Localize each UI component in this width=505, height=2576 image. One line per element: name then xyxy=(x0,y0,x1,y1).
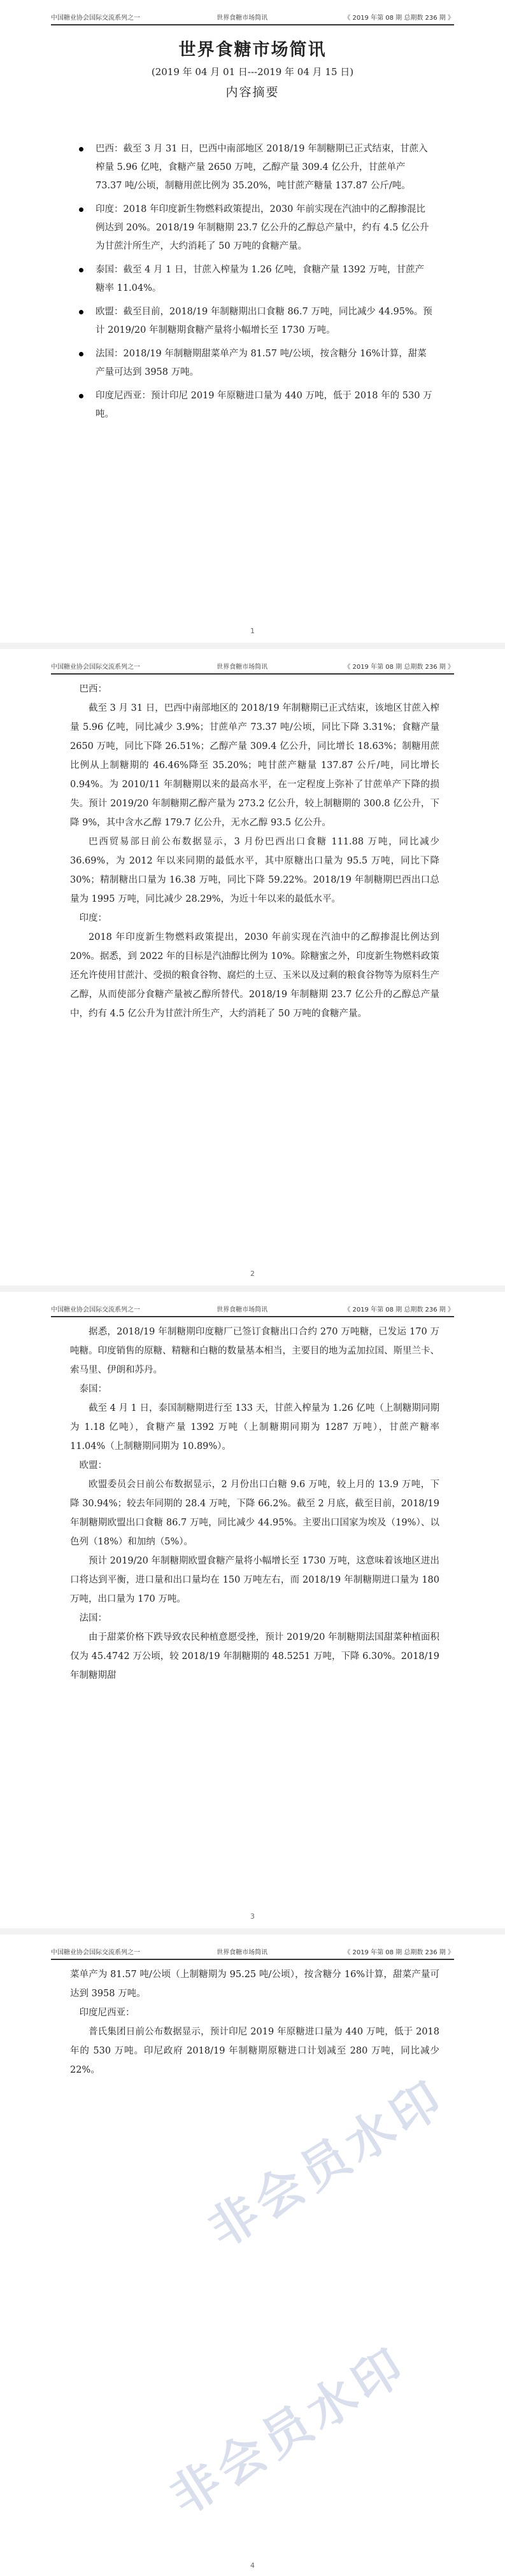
paragraph: 2018 年印度新生物燃料政策提出，2030 年前实现在汽油中的乙醇掺混比例达到 20%。据悉，到 2022 年的目标是汽油醇比例为 10%。除糖蜜之外，印度新生物燃料政策还允许使用甘蔗汁、受损的粮食谷物、腐烂的土豆、玉米以及过剩的粮食谷物等为原料生产乙醇，从而使部分食糖产量被乙醇所替代。2018/19 年制糖期 23.7 亿公升的乙醇总产量中，约有 4.5 亿公升为甘蔗汁所生产，大约消耗了 50 万吨的食糖产量。 xyxy=(70,932,439,1019)
paragraph: 巴西贸易部日前公布数据显示，3 月份巴西出口食糖 111.88 万吨，同比减少 36.69%，为 2012 年以来同期的最低水平，其中原糖出口量为 95.5 万吨，同比下降 30%；精制糖出口量为 16.38 万吨，同比下降 59.22%。2018/19 年制糖期巴西出口总量为 1995 万吨，同比减少 28.29%，为近十年以来的最低水平。 xyxy=(70,837,439,904)
section-heading: 印度尼西亚： xyxy=(79,2008,135,2018)
watermark: 非会员水印 xyxy=(198,2068,455,2258)
paragraph: 欧盟委员会日前公布数据显示，2 月份出口白糖 9.6 万吨，较上月的 13.9 万吨，下降 30.94%；较去年同期的 28.4 万吨，下降 66.2%。截至 2 月底，截至目前，2018/19 年制糖期欧盟出口食糖 86.7 万吨，同比减少 44.95%。主要出口国家为埃及（19%）、以色列（18%）和加纳（5%）。 xyxy=(70,1480,439,1547)
body-text xyxy=(70,680,439,1023)
section-heading: 泰国： xyxy=(79,1384,107,1394)
page-number: 1 xyxy=(250,627,255,635)
page-number: 2 xyxy=(250,1270,255,1278)
page-header: 中国糖业协会国际交流系列之一 世界食糖市场简讯 《 2019 年第 08 期 总期数 236 期 》 xyxy=(51,658,454,675)
body-text xyxy=(70,1322,439,1685)
section-heading: 法国： xyxy=(79,1613,107,1623)
paragraph: 普氏集团日前公布数据显示，预计印尼 2019 年原糖进口量为 440 万吨，低于 2018 年的 530 万吨。印尼政府 2018/19 年制糖期原糖进口计划减至 280 万吨，同比减少 22%。 xyxy=(70,2027,439,2075)
page-number: 4 xyxy=(250,2561,255,2570)
section-heading: 欧盟： xyxy=(79,1460,107,1471)
page-header xyxy=(51,9,454,25)
page-header: 中国糖业协会国际交流系列之一 世界食糖市场简讯 《 2019 年第 08 期 总期数 236 期 》 xyxy=(51,1943,454,1960)
page-divider xyxy=(0,1928,505,1935)
bullet-icon xyxy=(79,394,83,398)
summary-heading: 内容摘要 xyxy=(225,85,280,99)
section-heading: 印度： xyxy=(79,913,107,923)
summary-list xyxy=(76,140,433,429)
watermark: 非会员水印 xyxy=(160,2335,417,2526)
page-title: 世界食糖市场简讯 xyxy=(178,40,327,60)
bullet-icon xyxy=(79,310,83,314)
summary-item: 巴西：截至 3 月 31 日，巴西中南部地区 2018/19 年制糖期已正式结束，甘蔗入榨量 5.96 亿吨，食糖产量 2650 万吨，乙醇产量 309.4 亿公升，甘蔗单产 73.37 吨/公顷，制糖用蔗比例为 35.20%，吨甘蔗产糖量 137.87 公斤/吨。 xyxy=(76,140,433,195)
paragraph: 由于甜菜价格下跌导致农民种植意愿受挫，预计 2019/20 年制糖期法国甜菜种植面积仅为 45.4742 万公顷，较 2018/19 年制糖期的 48.5251 万吨，下降 6.30%。2018/19 年制糖期甜 xyxy=(70,1632,439,1681)
paragraph: 截至 3 月 31 日，巴西中南部地区的 2018/19 年制糖期已正式结束，该地区甘蔗入榨量 5.96 亿吨，同比减少 3.9%；甘蔗单产 73.37 吨/公顷，同比下降 3.31%；食糖产量 2650 万吨，同比下降 26.51%；乙醇产量 309.4 亿公升，同比增长 18.63%；制糖用蔗比例从上制糖期的 46.46%降至 35.20%；吨甘蔗产糖量 137.87 公斤/吨，同比增长 0.94%。为 2010/11 年制糖期以来的最高水平，在一定程度上弥补了甘蔗单产下降的损失。预计 2019/20 年制糖期乙醇产量为 273.2 亿公升，较上制糖期的 300.8 亿公升，下降 9%，其中含水乙醇 179.7 亿公升，无水乙醇 93.5 亿公升。 xyxy=(70,703,439,828)
page-1 xyxy=(0,0,505,643)
page-divider xyxy=(0,1285,505,1292)
paragraph: 据悉，2018/19 年制糖期印度糖厂已签订食糖出口合约 270 万吨糖，已发运 170 万吨糖。印度销售的原糖、精糖和白糖的数量基本相当，主要目的地为孟加拉国、斯里兰卡、索马里、伊朗和苏丹。 xyxy=(70,1327,439,1375)
page-header: 中国糖业协会国际交流系列之一 世界食糖市场简讯 《 2019 年第 08 期 总期数 236 期 》 xyxy=(51,1301,454,1317)
summary-item: 欧盟：截至目前，2018/19 年制糖期出口食糖 86.7 万吨，同比减少 44.95%。预计 2019/20 年制糖期食糖产量将小幅增长至 1730 万吨。 xyxy=(76,303,433,340)
page-4 xyxy=(0,1935,505,2576)
header-center: 世界食糖市场简讯 xyxy=(217,15,268,22)
bullet-icon xyxy=(79,352,83,356)
paragraph: 截至 4 月 1 日，泰国制糖期进行至 133 天，甘蔗入榨量为 1.26 亿吨（上制糖期同期为 1.18 亿吨），食糖产量 1392 万吨（上制糖期同期为 1287 万吨），甘蔗产糖率 11.04%（上制糖期同期为 10.89%）。 xyxy=(70,1403,439,1452)
page-3 xyxy=(0,1292,505,1928)
page-2 xyxy=(0,649,505,1285)
summary-item: 印度尼西亚：预计印尼 2019 年原糖进口量为 440 万吨，低于 2018 年的 530 万吨。 xyxy=(76,387,433,424)
paragraph: 预计 2019/20 年制糖期欧盟食糖产量将小幅增长至 1730 万吨，这意味着该地区进出口将达到平衡，进口量和出口量均在 150 万吨左右，而 2018/19 年制糖期进口量为 180 万吨，出口量为 170 万吨。 xyxy=(70,1556,439,1604)
bullet-icon xyxy=(79,268,83,272)
summary-item: 印度：2018 年印度新生物燃料政策提出，2030 年前实现在汽油中的乙醇掺混比例达到 20%。2018/19 年制糖期 23.7 亿公升的乙醇总产量中，约有 4.5 亿公升为甘蔗汁所生产，大约消耗了 50 万吨的食糖产量。 xyxy=(76,200,433,256)
body-text xyxy=(70,1965,439,2080)
date-range: (2019 年 04 月 01 日---2019 年 04 月 15 日) xyxy=(151,66,354,78)
summary-item: 法国：2018/19 年制糖期甜菜单产为 81.57 吨/公顷，按含糖分 16%计算，甜菜产量可达到 3958 万吨。 xyxy=(76,345,433,382)
bullet-icon xyxy=(79,207,83,212)
summary-item: 泰国：截至 4 月 1 日，甘蔗入榨量为 1.26 亿吨，食糖产量 1392 万吨，甘蔗产糖率 11.04%。 xyxy=(76,261,433,298)
page-number: 3 xyxy=(250,1912,255,1921)
header-left: 中国糖业协会国际交流系列之一 xyxy=(51,15,140,22)
section-heading: 巴西： xyxy=(79,684,107,694)
paragraph: 菜单产为 81.57 吨/公顷（上制糖期为 95.25 吨/公顷），按含糖分 16%计算，甜菜产量可达到 3958 万吨。 xyxy=(70,1970,439,1999)
bullet-icon xyxy=(79,147,83,151)
header-right: 《 2019 年第 08 期 总期数 236 期 》 xyxy=(344,15,454,22)
page-divider xyxy=(0,643,505,649)
